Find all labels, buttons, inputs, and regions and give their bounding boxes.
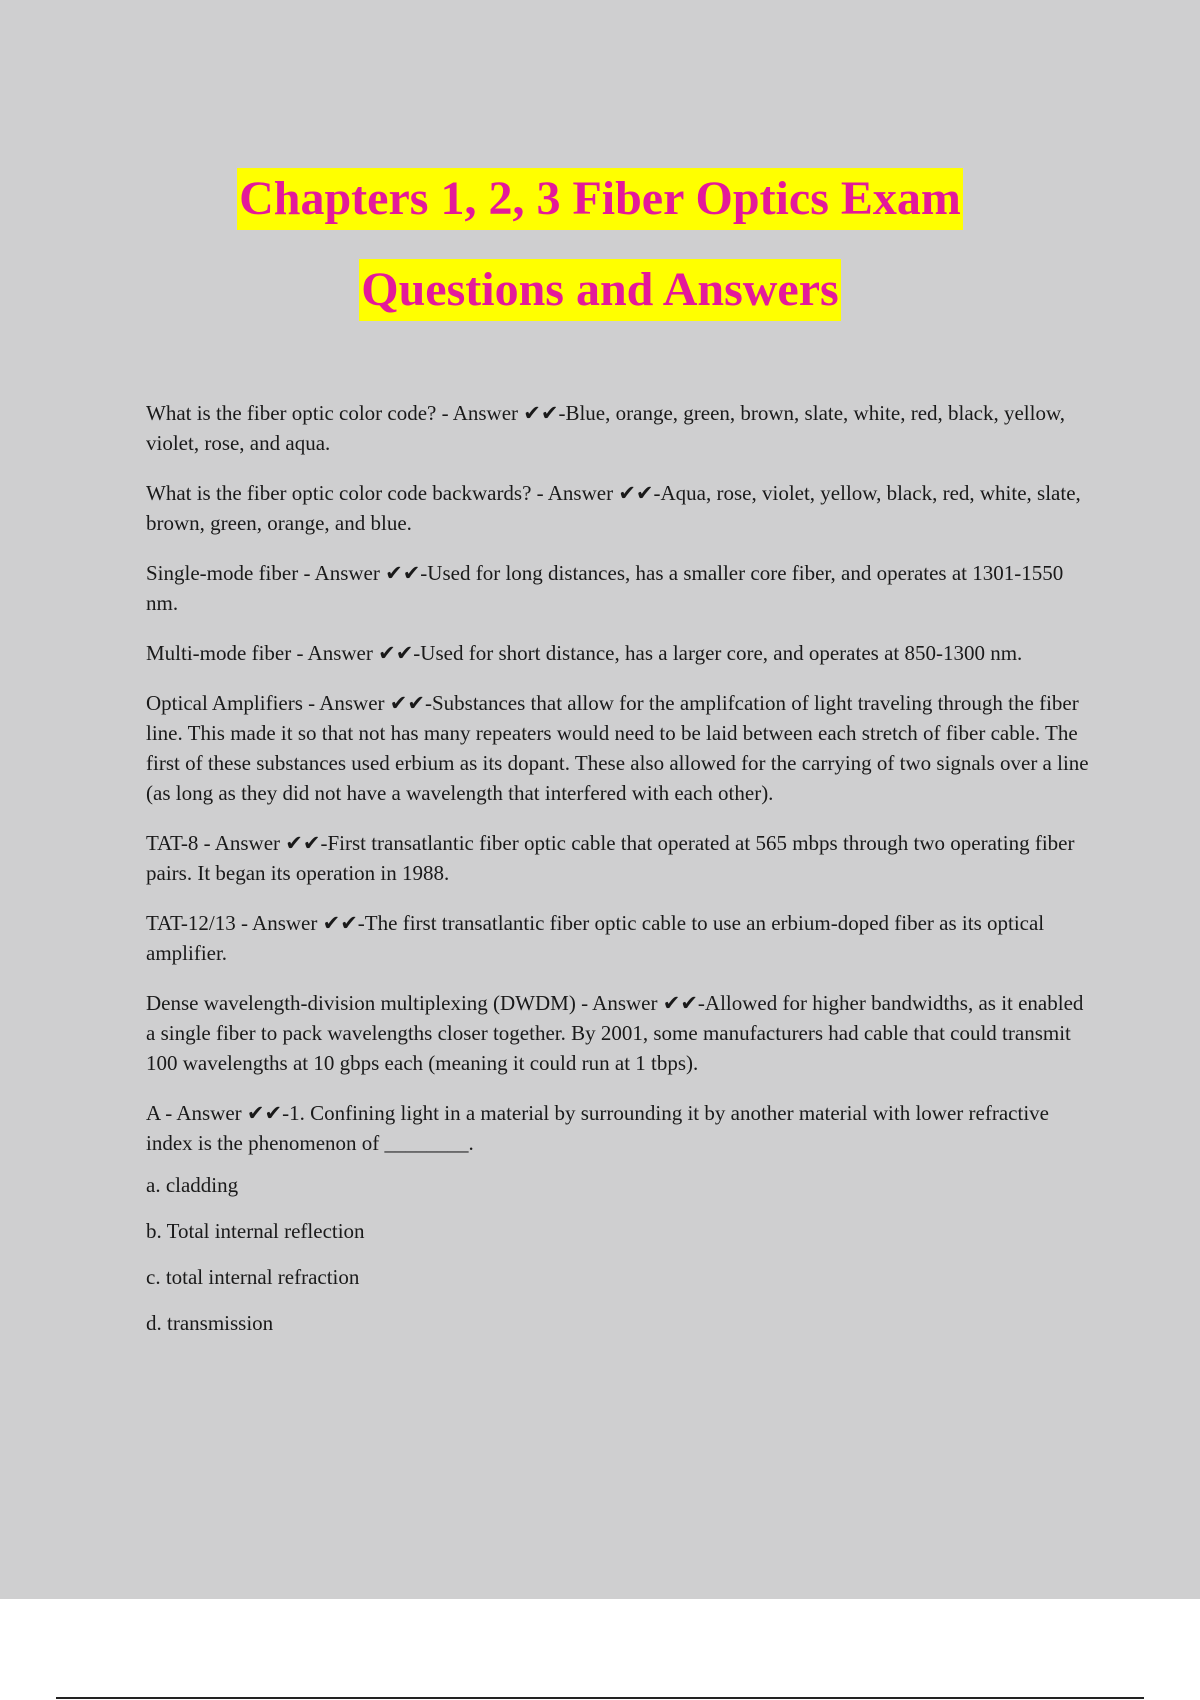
- qa-entry-optical-amplifiers: Optical Amplifiers - Answer ✔✔-Substances that allow for the amplifcation of light traveling through the fiber line. This made it so that not has many repeaters would need to be laid between each stretch of fiber cable. The first of these substances used erbium as its dopant. These also allowed for the carrying of two signals over a line (as long as they did not have a wavelength that interfered with each other).: [146, 691, 1089, 805]
- option-b: b. Total internal reflection: [146, 1219, 365, 1243]
- option-d: d. transmission: [146, 1311, 274, 1335]
- qa-content: [146, 398, 1090, 1354]
- qa-entry-color-code-backwards: What is the fiber optic color code backwards? - Answer ✔✔-Aqua, rose, violet, yellow, black, red, white, slate, brown, green, orange, and blue.: [146, 481, 1081, 535]
- qa-entry-tat-8: TAT-8 - Answer ✔✔-First transatlantic fiber optic cable that operated at 565 mbps through two operating fiber pairs. It began its operation in 1988.: [146, 831, 1075, 885]
- option-c: c. total internal refraction: [146, 1265, 360, 1289]
- qa-entry-dwdm: Dense wavelength-division multiplexing (DWDM) - Answer ✔✔-Allowed for higher bandwidths, as it enabled a single fiber to pack wavelengths closer together. By 2001, some manufacturers had cable that could transmit 100 wavelengths at 10 gbps each (meaning it could run at 1 tbps).: [146, 991, 1084, 1075]
- title-line-1: Chapters 1, 2, 3 Fiber Optics Exam: [237, 168, 963, 230]
- qa-entry-single-mode: Single-mode fiber - Answer ✔✔-Used for long distances, has a smaller core fiber, and operates at 1301-1550 nm.: [146, 561, 1064, 615]
- qa-entry-multi-mode: Multi-mode fiber - Answer ✔✔-Used for short distance, has a larger core, and operates at 850-1300 nm.: [146, 641, 1023, 665]
- qa-entry-question-1: A - Answer ✔✔-1. Confining light in a material by surrounding it by another material with lower refractive index is the phenomenon of ________.: [146, 1101, 1049, 1155]
- footer-divider: [56, 1697, 1144, 1699]
- title-line-2: Questions and Answers: [359, 259, 840, 321]
- qa-entry-tat-12-13: TAT-12/13 - Answer ✔✔-The first transatlantic fiber optic cable to use an erbium-doped fiber as its optical amplifier.: [146, 911, 1045, 965]
- qa-entry-color-code: What is the fiber optic color code? - Answer ✔✔-Blue, orange, green, brown, slate, white, red, black, yellow, violet, rose, and aqua.: [146, 401, 1066, 455]
- option-a: a. cladding: [146, 1173, 239, 1197]
- document-title: [0, 168, 1200, 350]
